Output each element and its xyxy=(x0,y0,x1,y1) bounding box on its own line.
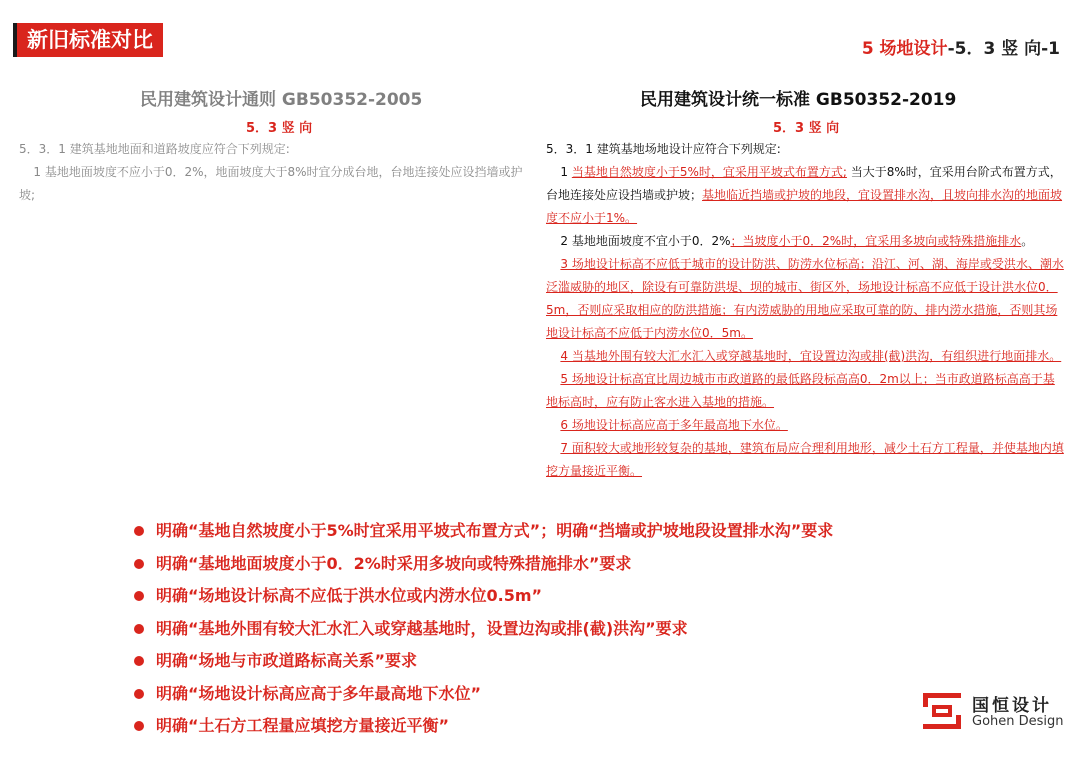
page-badge: 新旧标准对比 xyxy=(13,23,163,57)
new-item-5-change: 5 场地设计标高宜比周边城市市政道路的最低路段标高高0．2m以上；当市政道路标高高于基地标高时，应有防止客水进入基地的措施。 xyxy=(546,372,1055,409)
summary-item-text: 明确“基地自然坡度小于5%时宜采用平坡式布置方式”；明确“挡墙或护坡地段设置排水沟”要求 xyxy=(156,521,834,540)
gohen-logo-icon xyxy=(922,692,962,730)
new-standard-title: 民用建筑设计统一标准 GB50352-2019 xyxy=(640,90,957,110)
logo-chinese-name: 国恒设计 xyxy=(972,696,1052,716)
logo-english-name: Gohen Design xyxy=(972,714,1064,729)
bullet-icon xyxy=(134,624,144,634)
section-title xyxy=(862,34,1060,59)
bullet-icon xyxy=(134,526,144,536)
new-item-1-num: 1 xyxy=(560,165,572,179)
old-item-1: 1 基地地面坡度不应小于0．2%，地面坡度大于8%时宜分成台地，台地连接处应设挡墙或护坡; xyxy=(19,165,523,202)
new-clause: 5．3．1 建筑基地场地设计应符合下列规定: xyxy=(546,142,781,156)
new-item-5 xyxy=(546,368,1066,414)
bullet-icon xyxy=(134,656,144,666)
summary-list xyxy=(134,515,1014,743)
old-standard-text xyxy=(19,138,529,207)
old-section-subtitle: 5．3 竖 向 xyxy=(246,121,313,136)
summary-item xyxy=(134,678,1014,711)
new-item-1-change-b: 基地临近挡墙或护坡的地段，宜设置排水沟，且坡向排水沟的地面坡度不应小于1%。 xyxy=(546,188,1063,225)
summary-item-text: 明确“土石方工程量应填挖方量接近平衡” xyxy=(156,716,450,735)
new-item-3 xyxy=(546,253,1066,345)
old-standard-title: 民用建筑设计通则 GB50352-2005 xyxy=(140,90,423,110)
bullet-icon xyxy=(134,721,144,731)
company-logo xyxy=(922,690,1067,734)
new-item-6 xyxy=(546,414,1066,437)
new-item-4-change: 4 当基地外围有较大汇水汇入或穿越基地时，宜设置边沟或排(截)洪沟，有组织进行地面排水。 xyxy=(560,349,1062,363)
summary-item xyxy=(134,645,1014,678)
section-title-main: 5 场地设计 xyxy=(861,39,948,59)
summary-item-text: 明确“场地与市政道路标高关系”要求 xyxy=(156,651,418,670)
new-item-2 xyxy=(546,230,1066,253)
new-item-7 xyxy=(546,437,1066,483)
summary-item-text: 明确“基地地面坡度小于0．2%时采用多坡向或特殊措施排水”要求 xyxy=(156,553,632,573)
new-section-subtitle: 5．3 竖 向 xyxy=(773,121,840,136)
bullet-icon xyxy=(134,559,144,569)
new-item-1-text: 当大于8%时，宜采用台阶式布置方式，台地连接处应设挡墙或护坡； xyxy=(546,165,1062,202)
section-title-sub: -5．3 竖 向-1 xyxy=(947,39,1060,59)
new-item-1-change-a: 当基地自然坡度小于5%时，宜采用平坡式布置方式; xyxy=(571,165,847,179)
bullet-icon xyxy=(134,689,144,699)
new-item-6-change: 6 场地设计标高应高于多年最高地下水位。 xyxy=(560,418,788,432)
new-item-2-end: 。 xyxy=(1021,234,1034,248)
summary-item-text: 明确“场地设计标高不应低于洪水位或内涝水位0.5m” xyxy=(156,586,543,605)
summary-item xyxy=(134,580,1014,613)
summary-item-text: 明确“场地设计标高应高于多年最高地下水位” xyxy=(156,683,482,703)
old-clause: 5．3．1 建筑基地地面和道路坡度应符合下列规定: xyxy=(19,142,290,156)
new-item-2-text: 2 基地地面坡度不宜小于0．2% xyxy=(560,234,731,248)
summary-item xyxy=(134,548,1014,581)
new-item-3-change: 3 场地设计标高不应低于城市的设计防洪、防涝水位标高；沿江、河、湖、海岸或受洪水、潮水泛滥威胁的地区，除设有可靠防洪堤、坝的城市、街区外，场地设计标高不应低于设计洪水位0．5m，否则应采取相应的防洪措施；有内涝威胁的用地应采取可靠的防、排内涝水措施，否则其场地设计标高不应低于内涝水位0．5m。 xyxy=(546,257,1064,340)
bullet-icon xyxy=(134,591,144,601)
new-item-1 xyxy=(546,161,1066,230)
new-standard-text xyxy=(546,138,1066,483)
new-item-4 xyxy=(546,345,1066,368)
summary-item xyxy=(134,613,1014,646)
summary-item xyxy=(134,710,1014,743)
summary-item-text: 明确“基地外围有较大汇水汇入或穿越基地时，设置边沟或排(截)洪沟”要求 xyxy=(156,618,688,638)
new-item-7-change: 7 面积较大或地形较复杂的基地，建筑布局应合理利用地形，减少土石方工程量，并使基地内填挖方量接近平衡。 xyxy=(546,441,1064,478)
summary-item xyxy=(134,515,1014,548)
new-item-2-change: ；当坡度小于0．2%时，宜采用多坡向或特殊措施排水 xyxy=(730,234,1022,248)
